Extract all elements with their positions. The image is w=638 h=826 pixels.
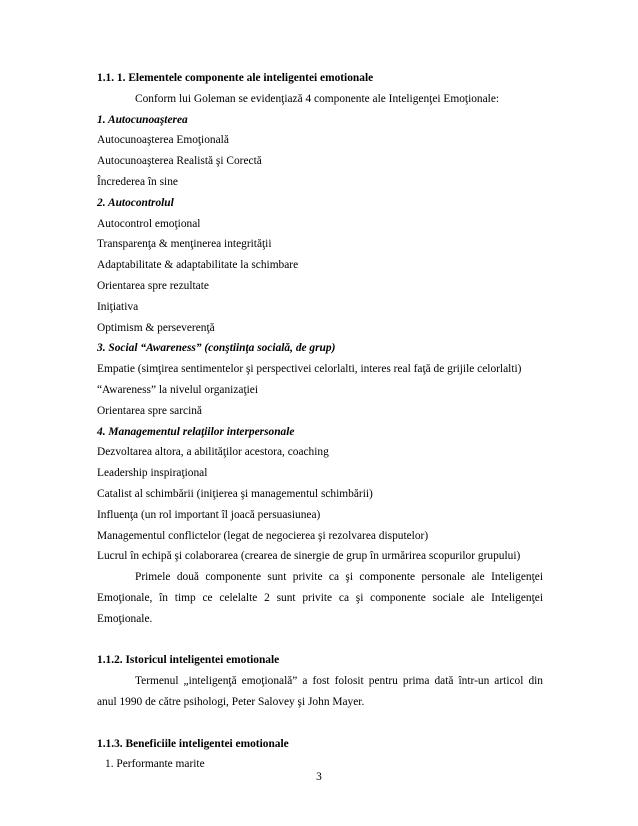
component-4-item: Lucrul în echipă şi colaborarea (crearea de sinergie de grup în urmărirea scopurilor grupului) (97, 550, 521, 563)
history-paragraph-line: anul 1990 de către psihologi, Peter Salovey şi John Mayer. (97, 695, 365, 708)
component-2-item: Iniţiativa (97, 300, 139, 313)
spacer (97, 630, 543, 651)
component-4-title: 4. Managementul relaţiilor interpersonale (97, 425, 295, 438)
component-1-item: Autocunoaşterea Realistă şi Corectă (97, 155, 262, 168)
component-2-item: Adaptabilitate & adaptabilitate la schimbare (97, 259, 299, 272)
component-3-item: Orientarea spre sarcină (97, 404, 202, 417)
section-heading-benefits: 1.1.3. Beneficiile inteligentei emotionale (97, 737, 289, 750)
component-4-item: Managementul conflictelor (legat de negocierea şi rezolvarea disputelor) (97, 529, 429, 542)
component-1-item: Autocunoaşterea Emoţională (97, 134, 229, 147)
component-3-item: “Awareness” la nivelul organizaţiei (97, 383, 258, 396)
summary-paragraph-line: Emoţionale, în timp ce celelalte 2 sunt privite ca şi componente sociale ale Inteligenţei (97, 591, 543, 604)
component-4-item: Leadership inspiraţional (97, 467, 208, 480)
spacer (97, 713, 543, 734)
component-3-title: 3. Social “Awareness” (conştiinţa socială, de grup) (97, 342, 336, 355)
component-2-item: Transparenţa & menţinerea integrităţii (97, 238, 272, 251)
component-3-item: Empatie (simţirea sentimentelor şi perspectivei celorlalti, interes real faţă de grijile celorlalti) (97, 363, 522, 376)
benefits-list-item: 1. Performante marite (105, 758, 205, 771)
component-2-item: Orientarea spre rezultate (97, 279, 209, 292)
component-4-item: Influenţa (un rol important îl joacă persuasiunea) (97, 508, 321, 521)
component-1-item: Încrederea în sine (97, 175, 178, 188)
page-number: 3 (316, 771, 322, 783)
component-2-title: 2. Autocontrolul (97, 196, 174, 209)
component-4-item: Catalist al schimbării (iniţierea şi managementul schimbării) (97, 487, 373, 500)
component-2-item: Autocontrol emoţional (97, 217, 201, 230)
intro-text: Conform lui Goleman se evidenţiază 4 componente ale Inteligenţei Emoţionale: (135, 92, 500, 105)
section-heading-history: 1.1.2. Istoricul inteligentei emotionale (97, 654, 280, 667)
history-paragraph-line: Termenul „inteligenţă emoţională” a fost folosit pentru prima dată într-un articol din (135, 675, 543, 688)
document-page (97, 68, 543, 775)
component-1-title: 1. Autocunoaşterea (97, 113, 188, 126)
section-heading-components: 1.1. 1. Elementele componente ale inteligentei emotionale (97, 72, 374, 84)
summary-paragraph-line: Emoţionale. (97, 612, 153, 625)
component-4-item: Dezvoltarea altora, a abilităţilor acestora, coaching (97, 446, 329, 459)
summary-paragraph-line: Primele două componente sunt privite ca şi componente personale ale Inteligenţei (135, 571, 543, 584)
component-2-item: Optimism & perseverenţă (97, 321, 215, 334)
